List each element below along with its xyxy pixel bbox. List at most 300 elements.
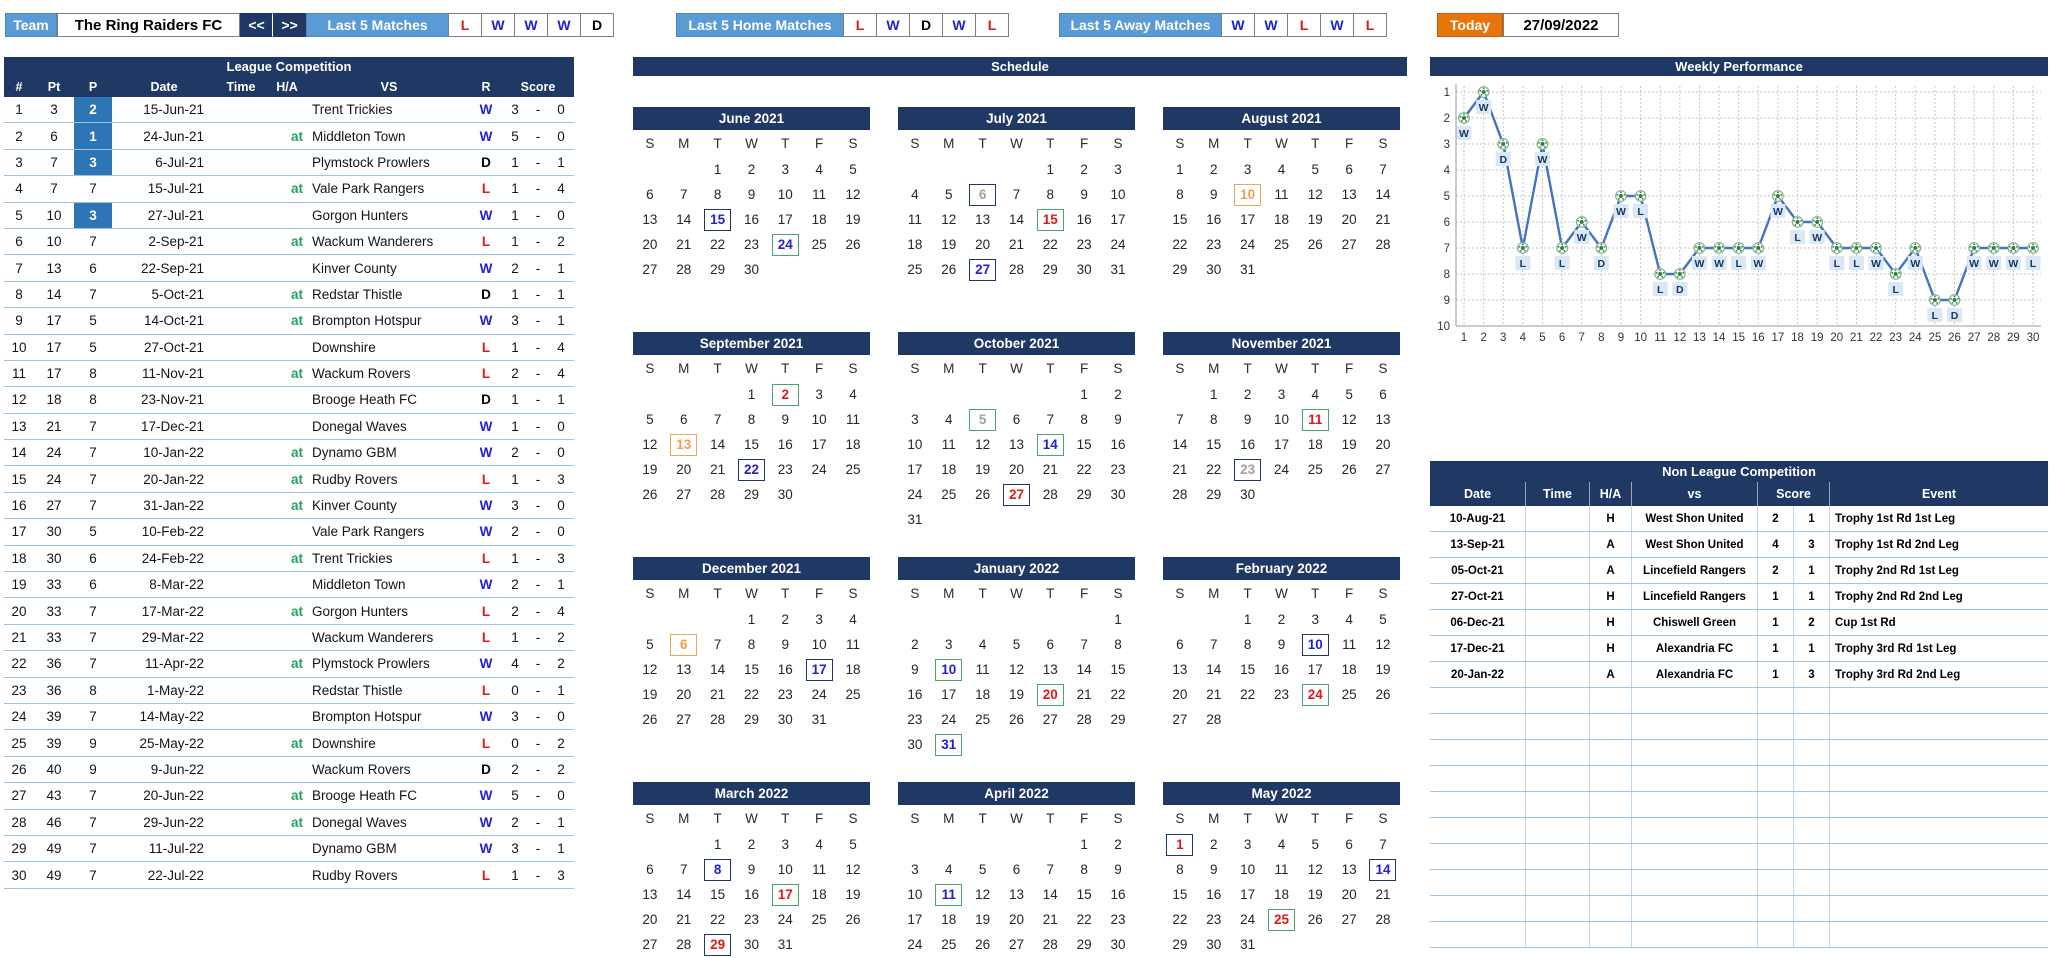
- cell-score-away: 2: [557, 656, 565, 672]
- cell-score-home: [1758, 714, 1794, 739]
- calendar-day: 7: [680, 187, 688, 202]
- cell-score-home: [1758, 792, 1794, 817]
- calendar-day: 9: [1243, 412, 1252, 427]
- calendar-title: April 2022: [898, 782, 1135, 805]
- calendar-day: 4: [849, 612, 857, 627]
- cell-home-away: [266, 678, 308, 703]
- calendar-day: 3: [911, 862, 919, 877]
- calendar-day: 28: [710, 712, 726, 727]
- cell-time: [216, 440, 266, 465]
- cell-score-away: 0: [557, 102, 565, 118]
- cell-score-dash: -: [535, 709, 541, 725]
- cell-event: [1830, 714, 2048, 739]
- cell-opponent: [1632, 896, 1758, 921]
- calendar-day-header: S: [1378, 586, 1388, 601]
- col-header-pt: Pt: [47, 79, 61, 94]
- cell-score-away: 0: [557, 418, 565, 434]
- cell-result: W: [479, 260, 493, 276]
- table-row: [4, 308, 574, 334]
- calendar-day: 9: [1210, 187, 1218, 202]
- calendar-day-header: F: [815, 586, 824, 601]
- cell-score-away: 4: [557, 603, 565, 619]
- cell-result: W: [479, 709, 493, 725]
- cell-result: L: [481, 630, 491, 645]
- schedule-title: Schedule: [633, 57, 1407, 76]
- cell-score-dash: -: [535, 630, 541, 645]
- calendar-day-header: W: [745, 361, 758, 376]
- cell-points: 24: [46, 445, 62, 461]
- cell-date: 29-Mar-22: [141, 630, 204, 645]
- table-row: [4, 255, 574, 281]
- svg-text:8: 8: [1598, 332, 1605, 344]
- cell-opponent: Trent Trickies: [312, 102, 393, 118]
- svg-text:D: D: [1597, 258, 1606, 270]
- cell-opponent: Donegal Waves: [312, 814, 407, 830]
- calendar-match-day: 5: [969, 409, 996, 431]
- cell-score-away: 3: [557, 471, 565, 487]
- cell-opponent: Redstar Thistle: [312, 286, 403, 302]
- calendar-day: 29: [743, 487, 759, 502]
- cell-score-dash: -: [535, 445, 541, 461]
- cell-home-away: at: [290, 550, 303, 566]
- result-cell: W: [1320, 13, 1354, 37]
- cell-score-home: 2: [511, 603, 519, 619]
- calendar-day: 27: [1341, 912, 1357, 927]
- cell-position: 9: [89, 735, 97, 751]
- calendar-match-day: 31: [935, 734, 962, 756]
- calendar-day: 9: [1277, 637, 1286, 652]
- col-header-date: Date: [150, 79, 178, 94]
- cell-score-dash: -: [535, 656, 541, 672]
- calendar-day: 30: [907, 737, 923, 752]
- svg-text:23: 23: [1889, 332, 1903, 344]
- calendar-blank: [898, 607, 932, 632]
- calendar-day-header: S: [910, 361, 920, 376]
- calendar-blank: [898, 382, 932, 407]
- calendar-day: 26: [1341, 462, 1357, 477]
- cell-opponent: Downshire: [312, 735, 376, 751]
- cell-score-dash: -: [535, 498, 541, 514]
- calendar-day: 31: [1240, 937, 1256, 952]
- cell-position: 1: [74, 123, 112, 148]
- cell-date: 9-Jun-22: [150, 761, 204, 777]
- calendar-day-header: S: [848, 811, 858, 826]
- calendar-day-header: S: [645, 361, 655, 376]
- cell-position: 9: [89, 761, 97, 777]
- calendar-day-header: T: [1243, 136, 1252, 151]
- cell-opponent: Alexandria FC: [1632, 662, 1758, 687]
- calendar-day: 30: [1110, 487, 1126, 502]
- cell-time: [1526, 688, 1590, 713]
- calendar-day-header: T: [978, 361, 987, 376]
- calendar: [633, 332, 870, 507]
- table-row: [4, 572, 574, 598]
- cell-points: 39: [46, 735, 62, 751]
- cell-points: 17: [46, 313, 62, 329]
- calendar-day: 5: [945, 187, 953, 202]
- calendar-day-header: S: [645, 136, 655, 151]
- calendar-day-header: M: [678, 586, 690, 601]
- next-team-button[interactable]: >>: [273, 13, 306, 37]
- calendar-day: [667, 632, 701, 657]
- cell-match-number: 11: [11, 366, 26, 382]
- svg-text:2: 2: [1480, 332, 1487, 344]
- cell-time: [1526, 558, 1590, 583]
- calendar-day-header: F: [1080, 136, 1089, 151]
- calendar-day: 7: [713, 412, 722, 427]
- calendar-day: 13: [642, 887, 658, 902]
- result-cell: L: [1353, 13, 1387, 37]
- calendar-day: 26: [1307, 912, 1323, 927]
- calendar-day-header: S: [1113, 811, 1123, 826]
- calendar-day: 26: [975, 937, 991, 952]
- svg-text:16: 16: [1751, 332, 1765, 344]
- calendar-day-header: F: [1080, 361, 1089, 376]
- last5-away-results: [1222, 13, 1387, 37]
- calendar-day: 14: [1076, 662, 1092, 677]
- calendar-day: 6: [646, 862, 654, 877]
- calendar-match-day: 20: [1037, 684, 1064, 706]
- cell-time: [1526, 792, 1590, 817]
- calendar-day: 26: [845, 237, 861, 252]
- cell-home-away: at: [290, 181, 303, 197]
- calendar-day: 4: [1277, 162, 1286, 177]
- calendar-day: 22: [1172, 237, 1188, 252]
- cell-score-away: 1: [557, 392, 565, 408]
- svg-text:2: 2: [1443, 113, 1450, 125]
- cell-date: 23-Nov-21: [140, 392, 204, 408]
- cell-date: 20-Jan-22: [143, 471, 204, 487]
- cell-opponent: [1632, 870, 1758, 895]
- calendar-day: 17: [1273, 437, 1289, 452]
- calendar: [1163, 557, 1400, 732]
- cell-result: D: [481, 286, 491, 302]
- cell-date: 11-Nov-21: [141, 366, 204, 382]
- calendar-day: 31: [777, 937, 793, 952]
- cell-match-number: 16: [11, 498, 27, 514]
- calendar-day: [768, 882, 802, 907]
- cell-score-home: 2: [511, 577, 519, 593]
- calendar-day: 14: [1008, 212, 1024, 227]
- cell-match-number: 6: [15, 234, 23, 250]
- calendar-grid: [633, 130, 870, 282]
- calendar-day: 16: [777, 437, 793, 452]
- cell-result: W: [479, 102, 493, 118]
- calendar-day: 1: [1080, 387, 1088, 402]
- cell-date: 25-May-22: [139, 735, 204, 751]
- cell-opponent: Donegal Waves: [312, 418, 407, 434]
- cell-home-away: at: [290, 313, 303, 329]
- calendar-day: 22: [1076, 912, 1092, 927]
- cell-score-home: 1: [1758, 610, 1794, 635]
- calendar-day: 21: [676, 912, 692, 927]
- calendar-day: 26: [642, 712, 658, 727]
- cell-result: W: [479, 788, 493, 804]
- calendar-day-header: T: [978, 811, 987, 826]
- cell-points: 49: [46, 867, 62, 883]
- svg-text:W: W: [1772, 206, 1783, 218]
- calendar-day: 7: [1012, 187, 1021, 202]
- table-row: [4, 678, 574, 704]
- calendar-title: May 2022: [1163, 782, 1400, 805]
- svg-text:D: D: [1499, 154, 1508, 166]
- svg-text:W: W: [1537, 154, 1548, 166]
- cell-home-away: [1590, 818, 1632, 843]
- calendar-day: 2: [1210, 837, 1218, 852]
- calendar-day: 29: [1172, 937, 1188, 952]
- cell-event: Cup 1st Rd: [1835, 616, 1896, 629]
- cell-date: 17-Dec-21: [140, 418, 204, 434]
- calendar-day: 28: [1172, 487, 1188, 502]
- calendar-day: 10: [907, 437, 923, 452]
- calendar-day: 12: [941, 212, 957, 227]
- cell-opponent: Brompton Hotspur: [312, 313, 422, 329]
- top-bar: [5, 13, 1619, 37]
- table-row: [4, 466, 574, 492]
- table-row: [1430, 896, 2048, 922]
- table-row: [4, 598, 574, 624]
- calendar-day: 30: [1110, 937, 1126, 952]
- cell-result: W: [479, 656, 493, 672]
- calendar-day: 17: [811, 437, 827, 452]
- calendar-blank: [932, 382, 966, 407]
- team-name[interactable]: The Ring Raiders FC: [57, 13, 240, 37]
- table-row: [4, 783, 574, 809]
- cell-date: 24-Jun-21: [143, 128, 204, 144]
- calendar-day: 19: [1341, 437, 1357, 452]
- cell-match-number: 24: [11, 709, 27, 725]
- calendar-day-header: T: [1311, 586, 1320, 601]
- cell-home-away: [1590, 740, 1632, 765]
- calendar-day: 15: [1240, 662, 1256, 677]
- calendar-match-day: 2: [772, 384, 799, 406]
- calendar-day: 19: [642, 687, 658, 702]
- calendar-day: 25: [941, 937, 957, 952]
- cell-score-home: 1: [511, 181, 519, 197]
- cell-points: 24: [46, 471, 62, 487]
- calendar-day: 13: [642, 212, 658, 227]
- calendar-day: 21: [1375, 212, 1391, 227]
- calendar-match-day: 17: [772, 884, 799, 906]
- calendar-day: 15: [1076, 887, 1092, 902]
- table-row: [1430, 844, 2048, 870]
- last5-away-label: Last 5 Away Matches: [1059, 13, 1222, 37]
- cell-result: L: [481, 603, 491, 619]
- calendar-day: 10: [811, 412, 827, 427]
- cell-date: [1430, 818, 1526, 843]
- table-row: [1430, 558, 2048, 584]
- cell-position: 7: [89, 498, 97, 514]
- cell-score-away: 0: [557, 788, 565, 804]
- cell-home-away: A: [1590, 558, 1632, 583]
- cell-position: 7: [89, 234, 97, 250]
- calendar-day: 2: [1080, 162, 1088, 177]
- cell-opponent: Middleton Town: [312, 577, 406, 593]
- cell-match-number: 12: [11, 392, 27, 408]
- calendar-day: 3: [781, 162, 790, 177]
- cell-date: 2-Sep-21: [148, 234, 204, 250]
- calendar-day: 18: [811, 212, 827, 227]
- calendar-day: 27: [1341, 237, 1357, 252]
- cell-home-away: at: [290, 286, 303, 302]
- cell-opponent: Lincefield Rangers: [1632, 558, 1758, 583]
- calendar-day-header: T: [713, 136, 722, 151]
- svg-text:27: 27: [1967, 332, 1981, 344]
- calendar-day: 12: [1008, 662, 1024, 677]
- table-row: [4, 810, 574, 836]
- calendar-day: 7: [1080, 637, 1088, 652]
- calendar-match-day: 8: [704, 859, 731, 881]
- table-row: [4, 176, 574, 202]
- calendar-day: 7: [713, 637, 722, 652]
- cell-position: 5: [89, 524, 97, 540]
- calendar-day-header: S: [1113, 586, 1123, 601]
- cell-points: 14: [46, 286, 62, 302]
- cell-score-home: 3: [511, 498, 519, 514]
- calendar-day: 18: [811, 887, 827, 902]
- cell-score-away: 1: [557, 841, 565, 857]
- cell-event: Trophy 1st Rd 1st Leg: [1835, 512, 1956, 525]
- calendar-day: 18: [845, 662, 861, 677]
- calendar-match-day: 11: [935, 884, 962, 906]
- calendar-day-header: M: [1208, 811, 1220, 826]
- cell-result: L: [481, 682, 491, 698]
- calendar-day: 16: [1240, 437, 1256, 452]
- cell-time: [1526, 662, 1590, 687]
- calendar-day: 27: [642, 262, 658, 277]
- calendar-day: 16: [1110, 437, 1126, 452]
- calendar-day: 21: [1206, 687, 1222, 702]
- calendar-day: 19: [1375, 662, 1391, 677]
- cell-score-away: 1: [1794, 558, 1830, 583]
- cell-match-number: 27: [11, 788, 27, 804]
- calendar-day: 14: [1042, 887, 1058, 902]
- cell-score-home: 1: [511, 471, 519, 487]
- table-row: [1430, 792, 2048, 818]
- cell-time: [1526, 766, 1590, 791]
- calendar-day: 21: [710, 462, 726, 477]
- cell-score-away: [1794, 844, 1830, 869]
- calendar-day: 9: [747, 862, 756, 877]
- calendar-day: 1: [747, 387, 756, 402]
- cell-match-number: 22: [11, 656, 27, 672]
- cell-position: 6: [89, 550, 97, 566]
- cell-time: [216, 730, 266, 755]
- prev-team-button[interactable]: <<: [240, 13, 273, 37]
- calendar-day: 22: [710, 912, 726, 927]
- calendar-day: 3: [815, 612, 823, 627]
- svg-text:30: 30: [2026, 332, 2040, 344]
- cell-score-dash: -: [535, 128, 541, 144]
- cell-points: 13: [46, 260, 62, 276]
- calendar-day: 13: [676, 662, 692, 677]
- calendar-match-day: 1: [1166, 834, 1193, 856]
- calendar-day: 31: [1110, 262, 1126, 277]
- nl-col-date: Date: [1430, 482, 1526, 506]
- cell-time: [216, 255, 266, 280]
- calendar-day: 24: [811, 687, 827, 702]
- calendar-day: 17: [941, 687, 957, 702]
- cell-score-away: 3: [1794, 532, 1830, 557]
- weekly-performance-panel: [1430, 57, 2048, 76]
- cell-time: [216, 176, 266, 201]
- cell-score-away: 2: [557, 761, 565, 777]
- calendar-day: 20: [1008, 462, 1024, 477]
- svg-text:4: 4: [1519, 332, 1527, 344]
- calendar-day: 13: [975, 212, 991, 227]
- cell-date: 22-Jul-22: [147, 867, 204, 883]
- calendar-day: 5: [849, 162, 857, 177]
- cell-points: 40: [46, 761, 62, 777]
- svg-text:22: 22: [1869, 332, 1883, 344]
- calendar-day: 19: [975, 912, 991, 927]
- calendar-day: 30: [1206, 262, 1222, 277]
- calendar-day: 1: [1243, 612, 1252, 627]
- cell-score-away: 1: [557, 286, 565, 302]
- cell-home-away: [1590, 870, 1632, 895]
- svg-text:D: D: [1676, 284, 1684, 296]
- cell-score-home: [1758, 896, 1794, 921]
- calendar-day: 28: [1206, 712, 1222, 727]
- cell-points: 18: [46, 392, 62, 408]
- cell-time: [216, 361, 266, 386]
- calendar-day: 10: [777, 187, 793, 202]
- svg-text:6: 6: [1558, 332, 1566, 344]
- calendar-day-header: W: [1275, 586, 1288, 601]
- table-row: [1430, 610, 2048, 636]
- cell-event: [1830, 870, 2048, 895]
- calendar-blank: [966, 382, 1000, 407]
- cell-date: [1430, 844, 1526, 869]
- cell-position: 7: [89, 471, 97, 487]
- table-row: [4, 757, 574, 783]
- cell-match-number: 4: [15, 181, 23, 197]
- calendar-day: 18: [1273, 887, 1289, 902]
- calendar-day: [1366, 857, 1400, 882]
- cell-match-number: 15: [11, 471, 27, 487]
- calendar-day-header: T: [1046, 361, 1055, 376]
- cell-home-away: H: [1590, 584, 1632, 609]
- calendar-day-header: W: [1275, 811, 1288, 826]
- calendar-day: 8: [1080, 862, 1088, 877]
- calendar-day: 16: [1110, 887, 1126, 902]
- calendar-day: 13: [1008, 437, 1024, 452]
- calendar-day-header: T: [1311, 811, 1320, 826]
- cell-result: L: [481, 867, 491, 883]
- cell-score-dash: -: [535, 761, 541, 777]
- cell-score-home: 0: [511, 682, 519, 698]
- cell-home-away: at: [290, 366, 303, 382]
- cell-home-away: [266, 414, 308, 439]
- calendar-day: [1163, 832, 1197, 857]
- cell-result: L: [481, 366, 491, 382]
- calendar-day: 19: [642, 462, 658, 477]
- cell-score-home: 1: [511, 418, 519, 434]
- cell-score-away: [1794, 766, 1830, 791]
- calendar-day: 22: [1110, 687, 1126, 702]
- calendar-day: 11: [941, 437, 956, 452]
- svg-text:L: L: [1656, 284, 1664, 296]
- cell-score-dash: -: [535, 181, 541, 197]
- cell-result: D: [481, 761, 491, 777]
- cell-match-number: 8: [15, 286, 23, 302]
- calendar-day: 9: [911, 662, 919, 677]
- calendar-title: October 2021: [898, 332, 1135, 355]
- cell-time: [216, 572, 266, 597]
- calendar-day: 17: [777, 212, 793, 227]
- calendar-blank: [667, 832, 701, 857]
- calendar-day: 2: [1210, 162, 1218, 177]
